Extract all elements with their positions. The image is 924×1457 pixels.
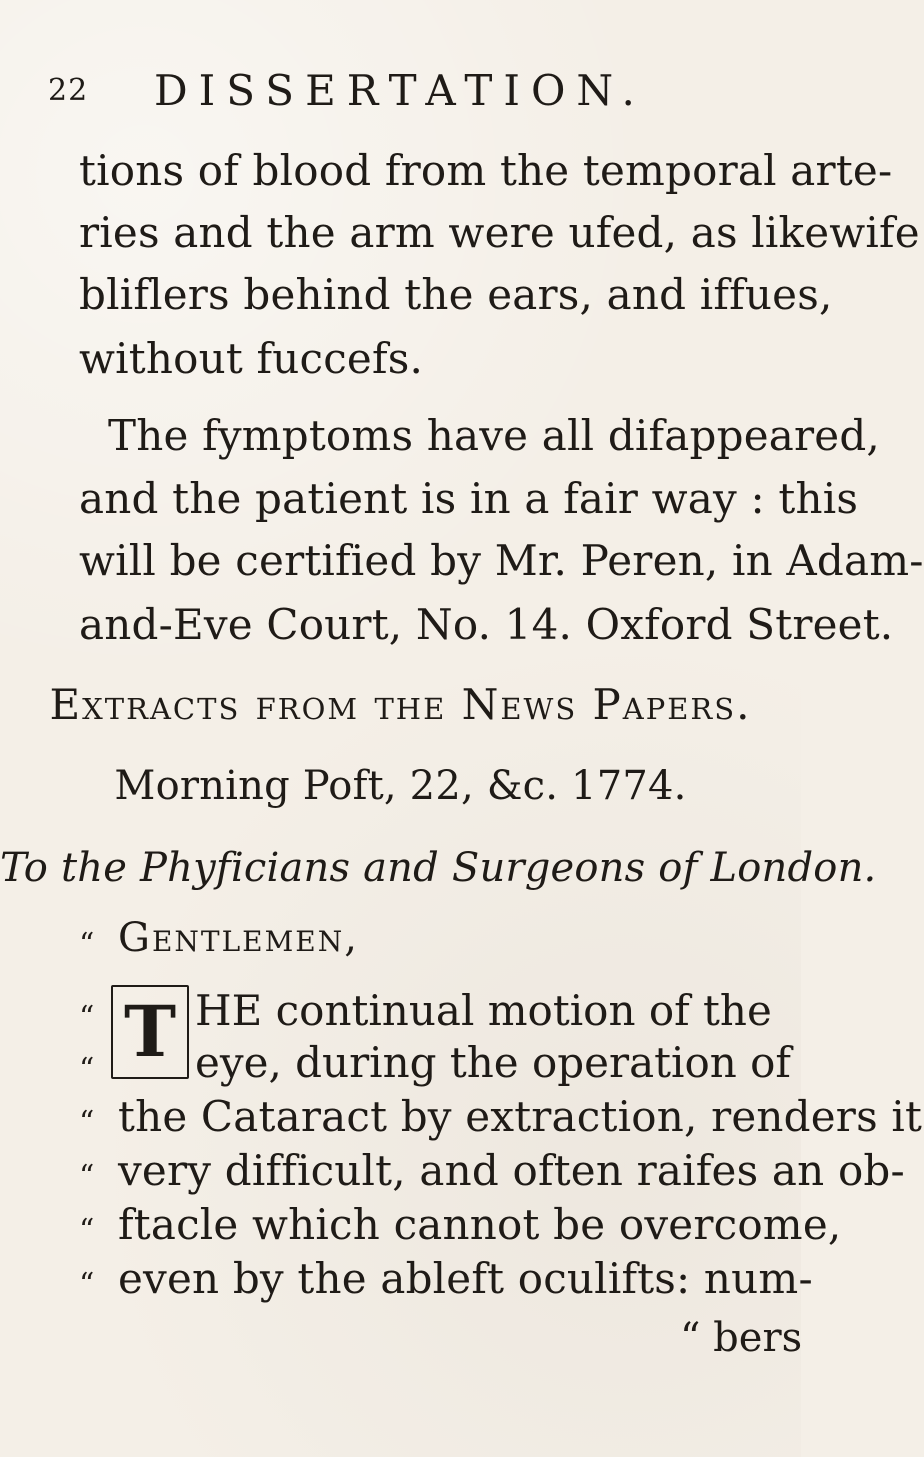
newspaper-line: Morning Poft, 22, &c. 1774.	[114, 763, 687, 809]
paragraph-line: and the patient is in a fair way : this	[79, 474, 859, 523]
quote-mark: “	[79, 1267, 95, 1302]
paragraph-line: tions of blood from the temporal arte-	[79, 146, 893, 195]
quote-mark: “	[79, 1052, 95, 1087]
quote-mark: “	[79, 1105, 95, 1140]
quote-mark: “	[79, 1159, 95, 1194]
page-header	[48, 66, 748, 126]
paragraph-line: ries and the arm were ufed, as likewife	[79, 208, 920, 257]
paragraph-line: will be certified by Mr. Peren, in Adam-	[79, 536, 924, 585]
letter-line: eye, during the operation of	[195, 1038, 791, 1087]
letter-line: ftacle which cannot be overcome,	[118, 1200, 842, 1249]
paragraph-line: bliflers behind the ears, and iffues,	[79, 270, 833, 319]
drop-cap: T	[111, 985, 189, 1079]
salutation-quote-mark: “	[79, 927, 95, 962]
quote-mark: “	[79, 1213, 95, 1248]
paragraph-line: without fuccefs.	[79, 334, 424, 383]
catchword: “ bers	[680, 1315, 803, 1361]
letter-line: very difficult, and often raifes an ob-	[118, 1146, 905, 1195]
quote-mark: “	[79, 1000, 95, 1035]
letter-line: even by the ableft oculifts: num-	[118, 1254, 813, 1303]
letter-line: the Cataract by extraction, renders it	[118, 1092, 923, 1141]
page-number: 22	[48, 73, 89, 108]
running-head: DISSERTATION.	[154, 66, 646, 115]
salutation: Gentlemen,	[118, 915, 359, 961]
paragraph-line: The fymptoms have all difappeared,	[108, 411, 880, 460]
letter-heading: To the Phyficians and Surgeons of London.	[0, 845, 877, 891]
section-heading: Extracts from the News Papers.	[49, 680, 752, 729]
paragraph-line: and-Eve Court, No. 14. Oxford Street.	[79, 600, 894, 649]
letter-line: HE continual motion of the	[195, 986, 772, 1035]
